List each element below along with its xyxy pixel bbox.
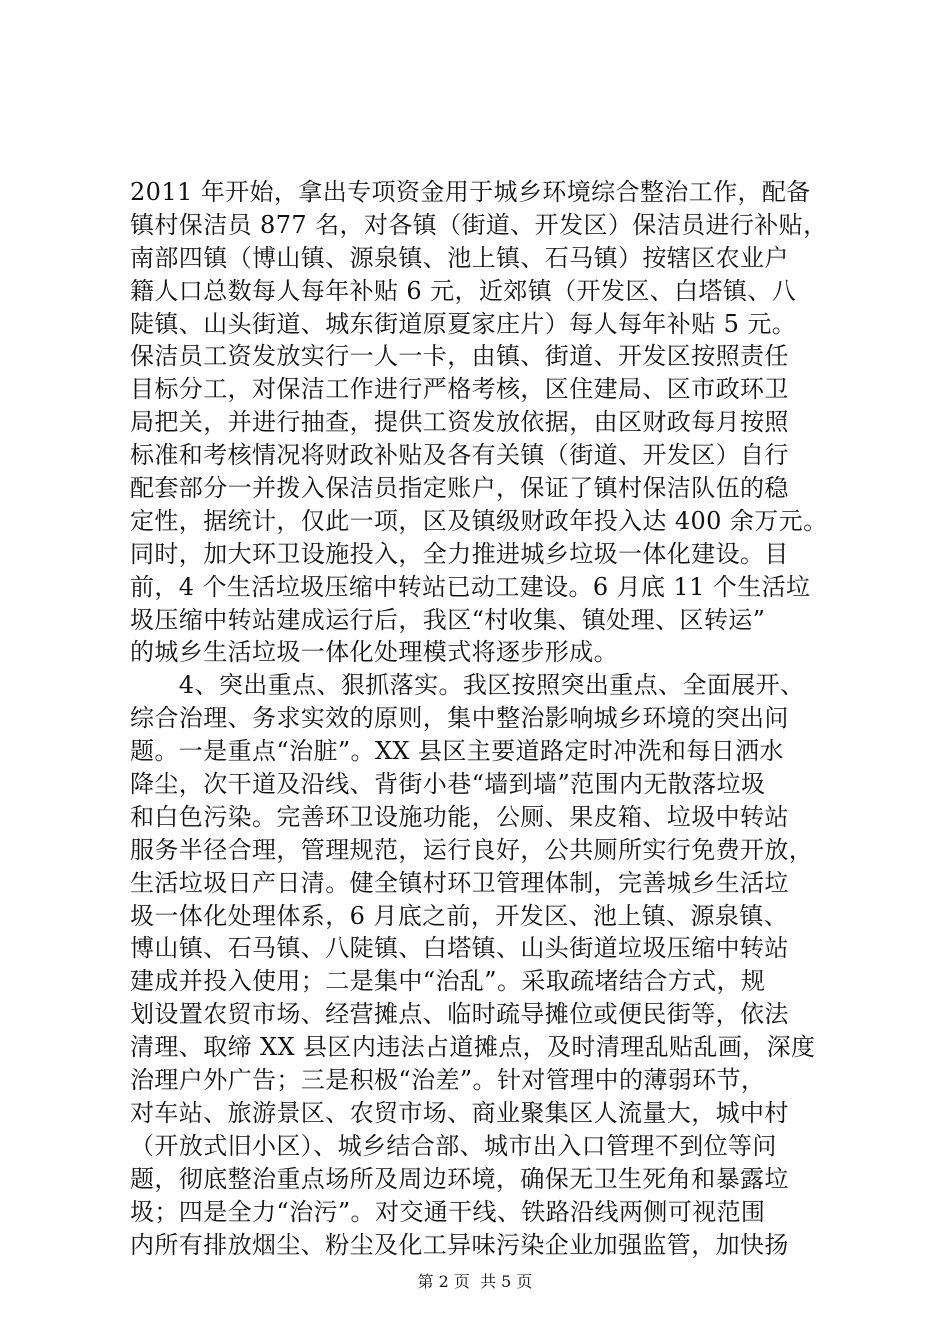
text-line: 题。一是重点“治脏”。XX 县区主要道路定时冲洗和每日洒水: [130, 737, 784, 766]
text-line: 服务半径合理，管理规范，运行良好，公共厕所实行免费开放，: [130, 835, 814, 864]
text-line: 陡镇、山头街道、城东街道原夏家庄片）每人每年补贴 5 元。: [130, 309, 797, 338]
text-line: 综合治理、务求实效的原则，集中整治影响城乡环境的突出问: [130, 704, 789, 733]
text-line: 圾；四是全力“治污”。对交通干线、铁路沿线两侧可视范围: [130, 1197, 766, 1226]
text-line: 圾一体化处理体系，6 月底之前，开发区、池上镇、源泉镇、: [130, 901, 789, 930]
page-footer: 第 2 页 共 5 页: [417, 1272, 533, 1291]
text-line: 同时，加大环卫设施投入，全力推进城乡垃圾一体化建设。目: [130, 539, 789, 568]
text-line: 4、突出重点、狠抓落实。我区按照突出重点、全面展开、: [130, 671, 805, 700]
text-line: 内所有排放烟尘、粉尘及化工异味污染企业加强监管，加快扬: [130, 1230, 789, 1259]
text-line: 划设置农贸市场、经营摊点、临时疏导摊位或便民街等，依法: [130, 1000, 789, 1029]
text-line: 前，4 个生活垃圾压缩中转站已动工建设。6 月底 11 个生活垃: [130, 572, 811, 601]
text-line: （开放式旧小区）、城乡结合部、城市出入口管理不到位等问: [130, 1131, 777, 1160]
text-line: 圾压缩中转站建成运行后，我区“村收集、镇处理、区转运”: [130, 605, 766, 634]
text-line: 镇村保洁员 877 名，对各镇（街道、开发区）保洁员进行补贴，: [130, 210, 828, 239]
text-line: 清理、取缔 XX 县区内违法占道摊点，及时清理乱贴乱画，深度: [130, 1033, 816, 1062]
text-line: 治理户外广告；三是积极“治差”。针对管理中的薄弱环节，: [130, 1066, 766, 1095]
text-line: 建成并投入使用；二是集中“治乱”。采取疏堵结合方式，规: [130, 967, 766, 996]
text-line: 生活垃圾日产日清。健全镇村环卫管理体制，完善城乡生活垃: [130, 868, 789, 897]
text-line: 目标分工，对保洁工作进行严格考核，区住建局、区市政环卫: [130, 375, 789, 404]
text-line: 题，彻底整治重点场所及周边环境，确保无卫生死角和暴露垃: [130, 1164, 789, 1193]
text-line: 局把关，并进行抽查，提供工资发放依据，由区财政每月按照: [130, 408, 789, 437]
text-line: 降尘，次干道及沿线、背街小巷“墙到墙”范围内无散落垃圾: [130, 770, 766, 799]
body-text: [130, 176, 830, 1261]
text-line: 2011 年开始，拿出专项资金用于城乡环境综合整治工作，配备: [130, 178, 811, 206]
text-line: 籍人口总数每人每年补贴 6 元，近郊镇（开发区、白塔镇、八: [130, 276, 797, 305]
text-line: 南部四镇（博山镇、源泉镇、池上镇、石马镇）按辖区农业户: [130, 243, 789, 272]
text-line: 的城乡生活垃圾一体化处理模式将逐步形成。: [130, 638, 618, 667]
text-line: 和白色污染。完善环卫设施功能，公厕、果皮箱、垃圾中转站: [130, 802, 789, 831]
text-line: 定性，据统计，仅此一项，区及镇级财政年投入达 400 余万元。: [130, 506, 828, 535]
text-line: 配套部分一并拨入保洁员指定账户，保证了镇村保洁队伍的稳: [130, 474, 789, 503]
text-line: 对车站、旅游景区、农贸市场、商业聚集区人流量大，城中村: [130, 1098, 789, 1127]
text-line: 标准和考核情况将财政补贴及各有关镇（街道、开发区）自行: [130, 441, 789, 470]
text-line: 保洁员工资发放实行一人一卡，由镇、街道、开发区按照责任: [130, 342, 789, 371]
text-line: 博山镇、石马镇、八陡镇、白塔镇、山头街道垃圾压缩中转站: [130, 934, 789, 963]
